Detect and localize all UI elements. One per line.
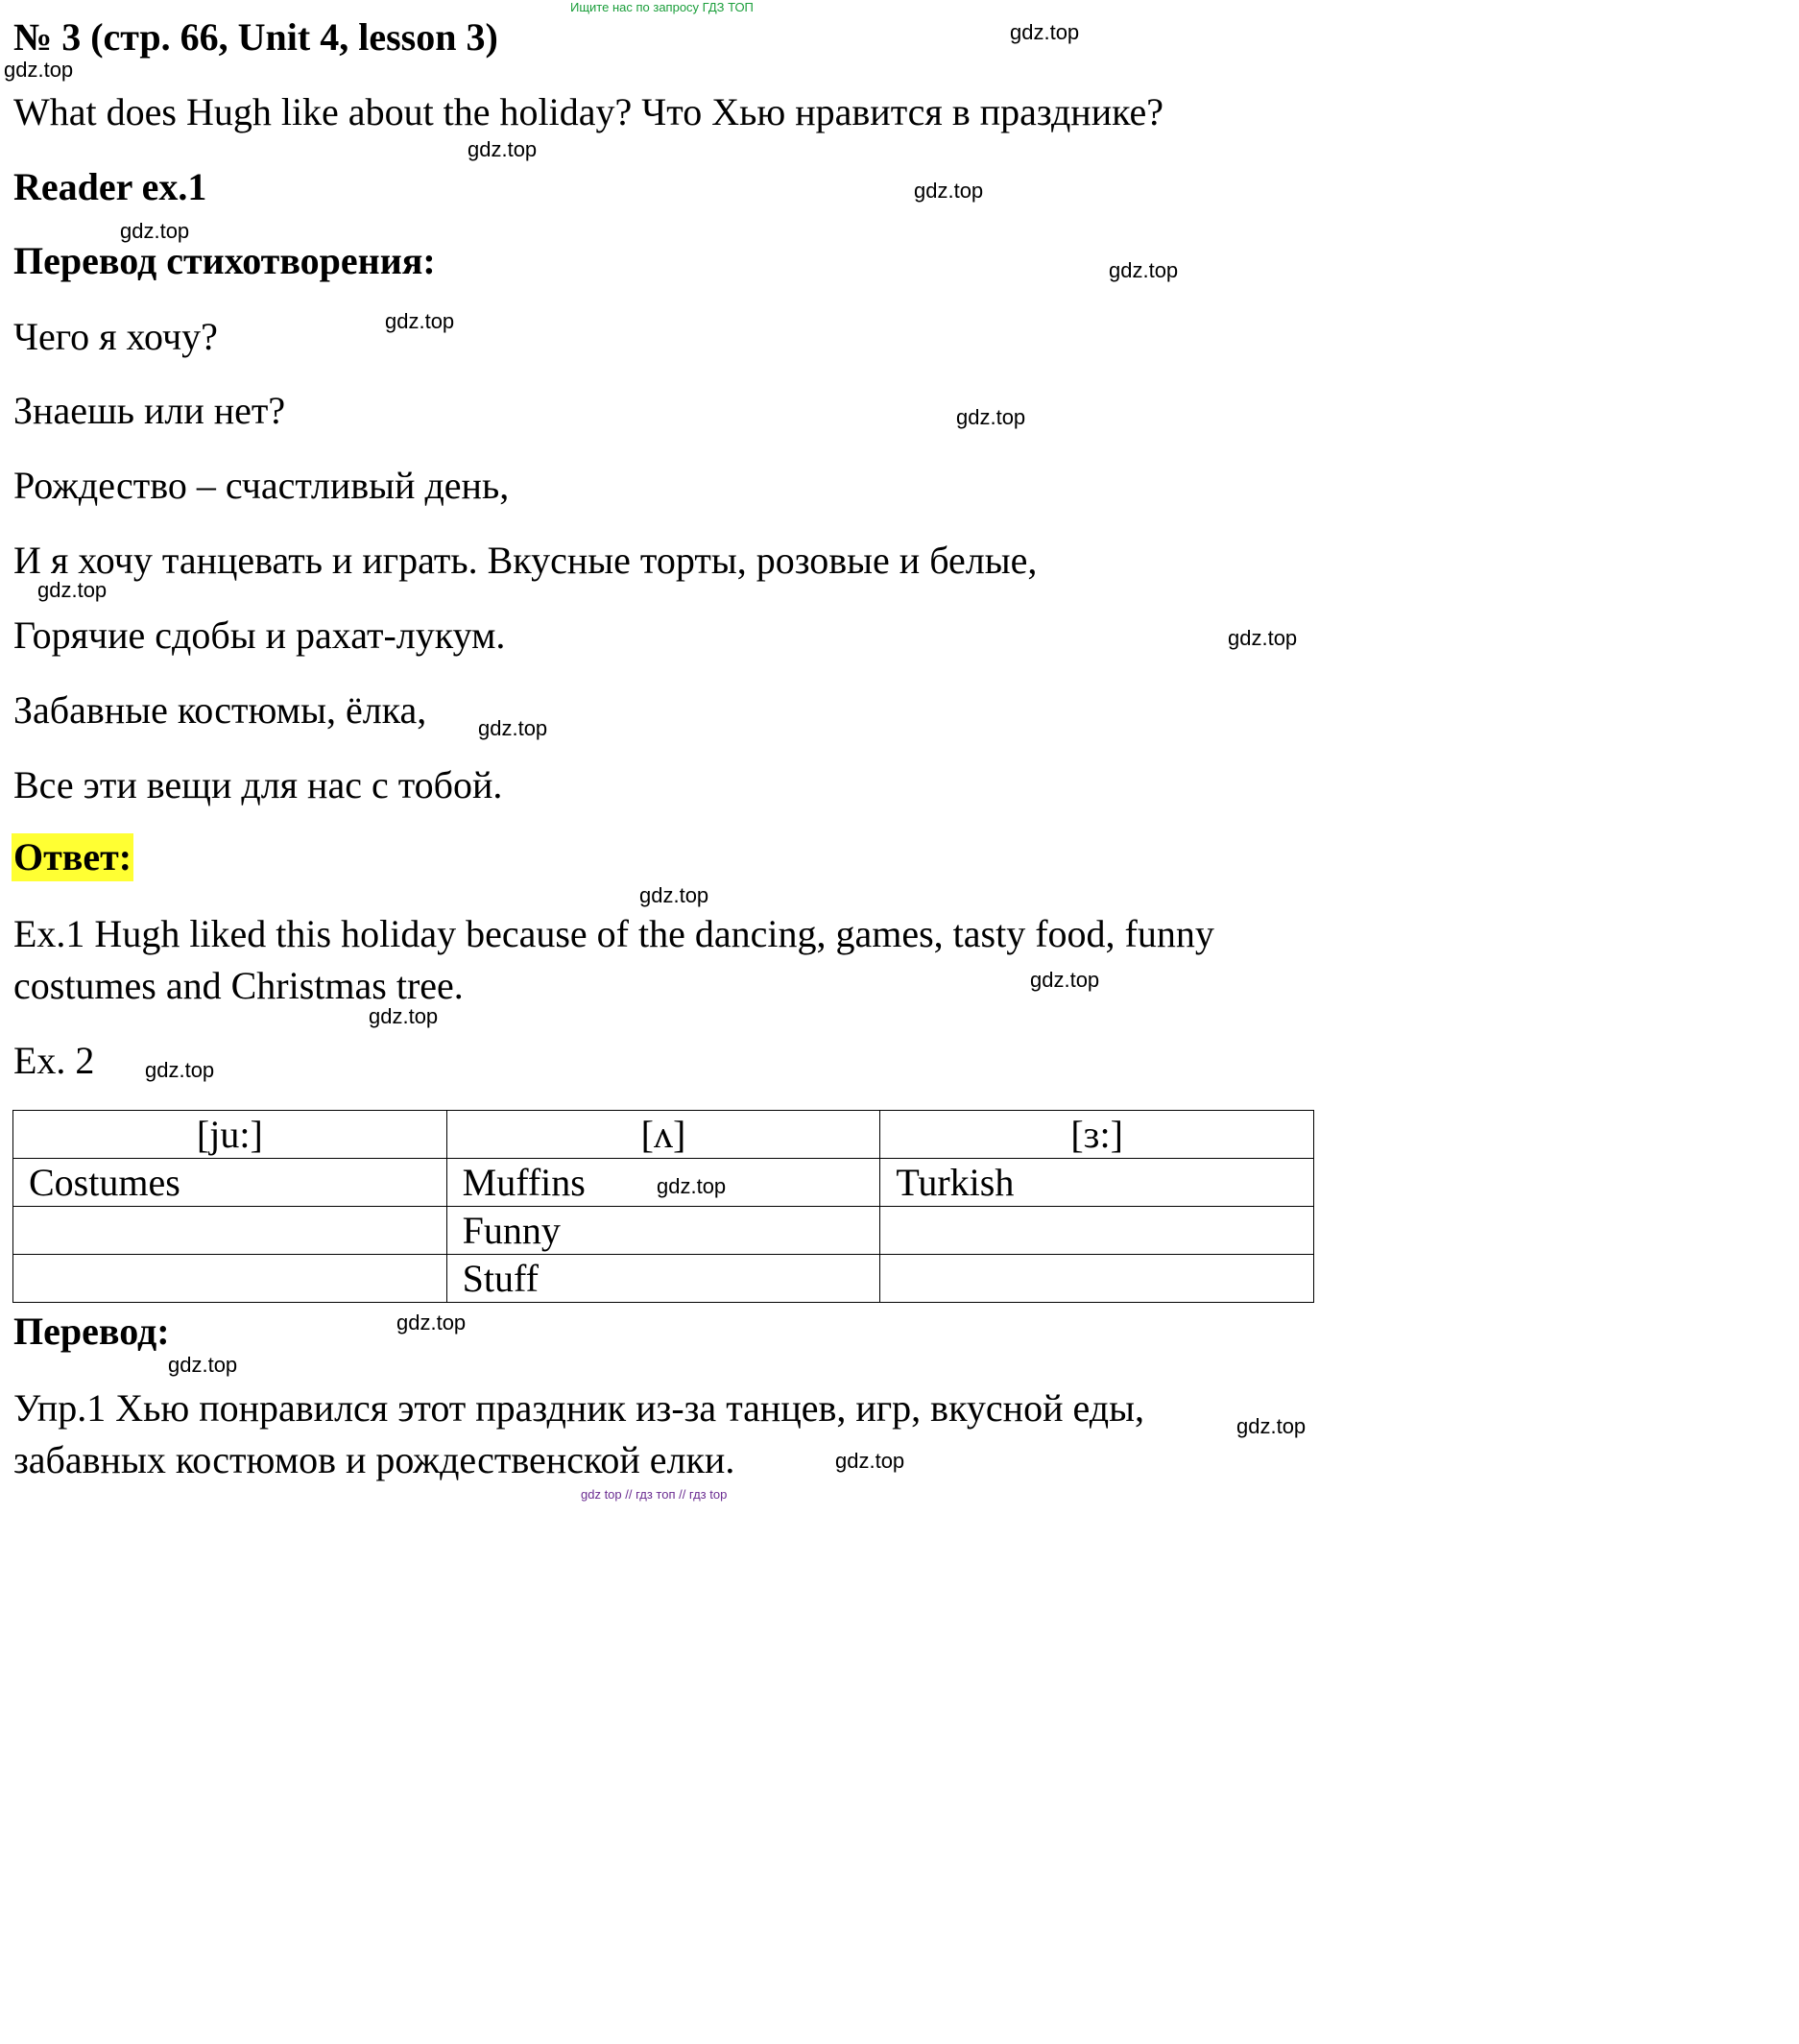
footer-links[interactable]: gdz top // гдз топ // гдз top — [581, 1487, 728, 1502]
watermark: gdz.top — [396, 1311, 467, 1335]
watermark: gdz.top — [1010, 20, 1080, 44]
watermark: gdz.top — [639, 883, 709, 907]
table-row — [13, 1255, 1314, 1303]
watermark: gdz.top — [468, 137, 538, 161]
table-header-cell: [ju:] — [13, 1111, 447, 1159]
table-cell: Funny — [446, 1207, 880, 1255]
poem-line: Рождество – счастливый день, — [13, 464, 510, 507]
translation-text: Упр.1 Хью понравился этот праздник из-за танцев, игр, вкусной еды, забавных костюмов и рождественской елки. — [13, 1386, 1144, 1481]
ex2-label: Ex. 2 — [13, 1039, 95, 1082]
question-text: What does Hugh like about the holiday? Что Хью нравится в празднике? — [13, 90, 1164, 133]
watermark: gdz.top — [1109, 258, 1179, 282]
table-header-row — [13, 1111, 1314, 1159]
poem-line: Все эти вещи для нас с тобой. — [13, 763, 503, 806]
table-cell — [880, 1255, 1314, 1303]
promo-banner[interactable]: Ищите нас по запросу ГДЗ ТОП — [570, 0, 754, 14]
watermark: gdz.top — [1236, 1414, 1307, 1438]
table-row — [13, 1207, 1314, 1255]
table-header-cell: [ɜ:] — [880, 1111, 1314, 1159]
poem-line: Чего я хочу? — [13, 315, 218, 358]
poem-line: И я хочу танцевать и играть. Вкусные торты, розовые и белые, — [13, 539, 1038, 582]
ex1-answer: Ex.1 Hugh liked this holiday because of the dancing, games, tasty food, funny costumes and Christmas tree. — [13, 912, 1214, 1007]
watermark: gdz.top — [657, 1174, 727, 1198]
watermark: gdz.top — [145, 1058, 215, 1082]
watermark: gdz.top — [478, 716, 548, 740]
watermark: gdz.top — [835, 1449, 905, 1473]
table-cell — [880, 1207, 1314, 1255]
table-cell: Turkish — [880, 1159, 1314, 1207]
poem-line: Горячие сдобы и рахат-лукум. — [13, 613, 506, 657]
table-cell: Stuff — [446, 1255, 880, 1303]
watermark: gdz.top — [37, 578, 108, 602]
translation-heading: Перевод: — [13, 1310, 170, 1353]
watermark: gdz.top — [1228, 626, 1298, 650]
watermark: gdz.top — [4, 58, 74, 82]
poem-heading: Перевод стихотворения: — [13, 239, 436, 282]
watermark: gdz.top — [120, 219, 190, 243]
answer-label: Ответ: — [12, 833, 133, 881]
watermark: gdz.top — [369, 1004, 439, 1028]
poem-line: Забавные костюмы, ёлка, — [13, 688, 427, 732]
watermark: gdz.top — [168, 1353, 238, 1377]
poem-line: Знаешь или нет? — [13, 389, 286, 432]
sound-table — [12, 1110, 1314, 1303]
table-cell — [13, 1255, 447, 1303]
watermark: gdz.top — [914, 179, 984, 203]
reader-heading: Reader ex.1 — [13, 165, 207, 208]
table-header-cell: [ʌ] — [446, 1111, 880, 1159]
table-cell — [13, 1207, 447, 1255]
watermark: gdz.top — [956, 405, 1026, 429]
table-cell: Costumes — [13, 1159, 447, 1207]
table-cell: Muffins — [446, 1159, 880, 1207]
watermark: gdz.top — [385, 309, 455, 333]
watermark: gdz.top — [1030, 968, 1100, 992]
exercise-title: № 3 (стр. 66, Unit 4, lesson 3) — [13, 15, 498, 59]
